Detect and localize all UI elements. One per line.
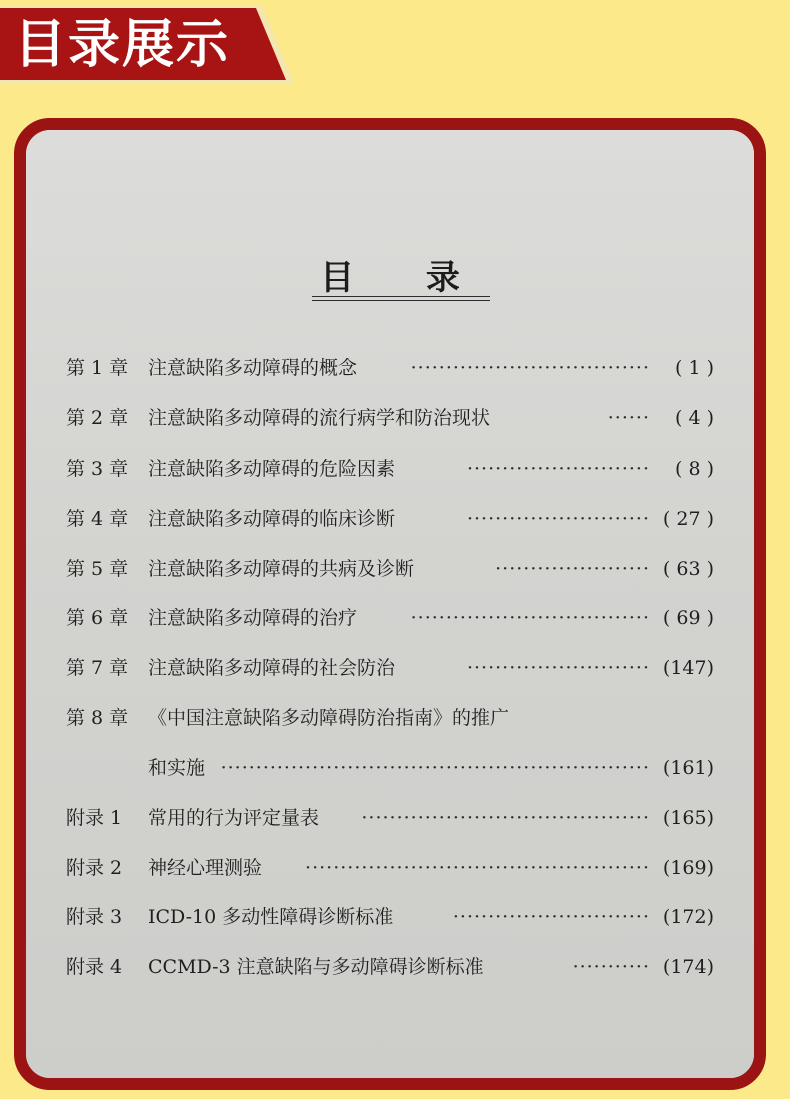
toc-entry-number: 第 3 章 bbox=[66, 458, 129, 480]
toc-entry-leader: ·························· bbox=[466, 657, 650, 679]
toc-entry bbox=[26, 404, 754, 432]
toc-entry-title: CCMD-3 注意缺陷与多动障碍诊断标准 bbox=[148, 956, 484, 978]
toc-entry-leader: ·························· bbox=[466, 458, 650, 480]
toc-entry-leader: ·································· bbox=[410, 357, 650, 379]
toc-entry bbox=[26, 854, 754, 882]
toc-entry-title: 注意缺陷多动障碍的共病及诊断 bbox=[148, 558, 415, 580]
toc-entry-number: 第 4 章 bbox=[66, 508, 129, 530]
toc-entry-title: 注意缺陷多动障碍的概念 bbox=[148, 357, 358, 379]
toc-page bbox=[26, 130, 754, 1078]
toc-entry-page: (172) bbox=[662, 906, 714, 928]
toc-entry-page: (165) bbox=[662, 807, 714, 829]
toc-entry bbox=[26, 903, 754, 931]
toc-entry-title: 注意缺陷多动障碍的危险因素 bbox=[148, 458, 396, 480]
toc-entry bbox=[26, 754, 754, 782]
toc-entry-leader: ······················ bbox=[495, 558, 650, 580]
toc-entry-number: 第 2 章 bbox=[66, 407, 129, 429]
toc-entry-number: 附录 3 bbox=[66, 906, 123, 928]
toc-entry-number: 第 7 章 bbox=[66, 657, 129, 679]
toc-entry bbox=[26, 654, 754, 682]
toc-entry-page: ( 63 ) bbox=[662, 558, 714, 580]
toc-entry bbox=[26, 804, 754, 832]
toc-entry bbox=[26, 354, 754, 382]
toc-entry-leader: ·································· bbox=[410, 607, 650, 629]
book-page-frame bbox=[14, 118, 766, 1090]
header-banner bbox=[0, 0, 300, 90]
toc-entry-page: (174) bbox=[662, 956, 714, 978]
toc-entry-page: ( 1 ) bbox=[675, 357, 714, 379]
toc-entry-leader: ·························· bbox=[466, 508, 650, 530]
toc-entry-page: ( 4 ) bbox=[675, 407, 714, 429]
toc-entry-title: 和实施 bbox=[148, 757, 206, 779]
heading-rule-bottom bbox=[312, 300, 490, 301]
toc-entry-number: 附录 2 bbox=[66, 857, 123, 879]
toc-entry-title: 注意缺陷多动障碍的临床诊断 bbox=[148, 508, 396, 530]
toc-entry-leader: ··········· bbox=[572, 956, 650, 978]
toc-entry-title: 注意缺陷多动障碍的社会防治 bbox=[148, 657, 396, 679]
toc-entry-page: ( 8 ) bbox=[675, 458, 714, 480]
toc-entry-page: (147) bbox=[662, 657, 714, 679]
heading-rule-top bbox=[312, 296, 490, 297]
toc-entry bbox=[26, 505, 754, 533]
toc-entry-title: 注意缺陷多动障碍的流行病学和防治现状 bbox=[148, 407, 491, 429]
toc-entry bbox=[26, 704, 754, 732]
toc-entry-title: 常用的行为评定量表 bbox=[148, 807, 320, 829]
toc-entry-number: 第 1 章 bbox=[66, 357, 129, 379]
toc-entry-title: ICD-10 多动性障碍诊断标准 bbox=[148, 906, 394, 928]
toc-entry-title: 注意缺陷多动障碍的治疗 bbox=[148, 607, 358, 629]
banner-title: 目录展示 bbox=[14, 15, 231, 75]
toc-entry-leader: ······ bbox=[607, 407, 650, 429]
toc-entry-page: (161) bbox=[662, 757, 714, 779]
toc-entry-number: 附录 1 bbox=[66, 807, 123, 829]
toc-entry-page: ( 27 ) bbox=[662, 508, 714, 530]
toc-entry-leader: ········································· bbox=[361, 807, 650, 829]
toc-entry-number: 第 5 章 bbox=[66, 558, 129, 580]
toc-entry-number: 附录 4 bbox=[66, 956, 123, 978]
toc-entry bbox=[26, 953, 754, 981]
toc-entry-title: 《中国注意缺陷多动障碍防治指南》的推广 bbox=[148, 707, 510, 729]
toc-entry-leader: ···························· bbox=[452, 906, 650, 928]
toc-entry-leader: ····························································· bbox=[220, 757, 650, 779]
toc-entry-leader: ················································· bbox=[305, 857, 650, 879]
toc-entry-number: 第 8 章 bbox=[66, 707, 129, 729]
toc-entry bbox=[26, 455, 754, 483]
toc-entry bbox=[26, 604, 754, 632]
toc-entry bbox=[26, 555, 754, 583]
toc-heading: 目 录 bbox=[320, 258, 490, 298]
toc-entry-page: (169) bbox=[662, 857, 714, 879]
toc-entry-page: ( 69 ) bbox=[662, 607, 714, 629]
toc-entry-title: 神经心理测验 bbox=[148, 857, 263, 879]
toc-entry-number: 第 6 章 bbox=[66, 607, 129, 629]
